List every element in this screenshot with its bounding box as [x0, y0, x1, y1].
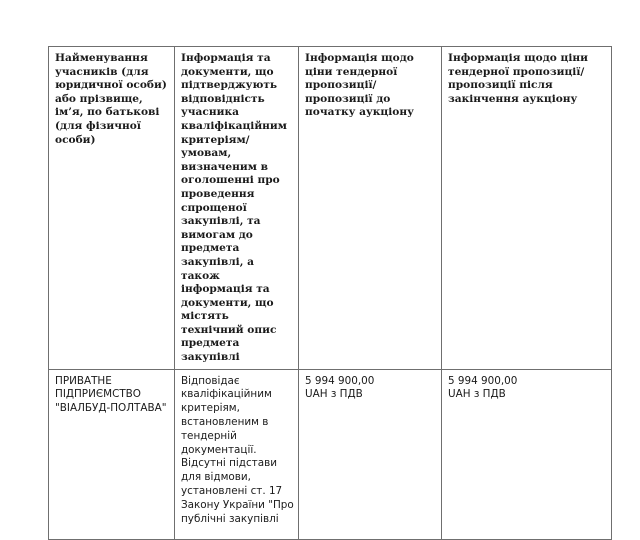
header-qualification-text: Інформація та документи, що підтверджують відповідність учасника кваліфікаційним критеріям/умовам, визначеним в оголошенні про проведення спрощеної закупівлі, та вимогам до предмета закупівлі, а також інформація та документи, що містять технічний опис предмета закупівлі — [181, 52, 287, 364]
qualification-text: Відповідає кваліфікаційним критеріям, встановленим в тендерній документації. Відсутні підстави для відмови, установлені ст. 17 Закону України "Про публічні закупівлі — [181, 374, 294, 525]
price-before-auction: 5 994 900,00 UAH з ПДВ — [305, 374, 375, 401]
header-price-after-text: Інформація щодо ціни тендерної пропозиції/пропозиції після закінчення аукціону — [448, 52, 588, 105]
participant-name: ПРИВАТНЕ ПІДПРИЄМСТВО "ВІАЛБУД-ПОЛТАВА" — [55, 374, 167, 415]
qualification-cell — [175, 369, 299, 539]
header-cell-price-before — [299, 47, 442, 370]
participant-cell — [49, 369, 175, 539]
table-row — [49, 369, 612, 539]
table-header-row — [49, 47, 612, 370]
price-before-cell — [299, 369, 442, 539]
header-cell-price-after — [442, 47, 612, 370]
header-price-before-text: Інформація щодо ціни тендерної пропозиції/пропозиції до початку аукціону — [305, 52, 414, 119]
header-cell-participant — [49, 47, 175, 370]
bid-info-table — [48, 46, 612, 540]
header-cell-qualification — [175, 47, 299, 370]
price-after-auction: 5 994 900,00 UAH з ПДВ — [448, 374, 518, 401]
price-after-cell — [442, 369, 612, 539]
header-participant-text: Найменування учасників (для юридичної особи) або прізвище, ім’я, по батькові (для фізичної особи) — [55, 52, 167, 146]
